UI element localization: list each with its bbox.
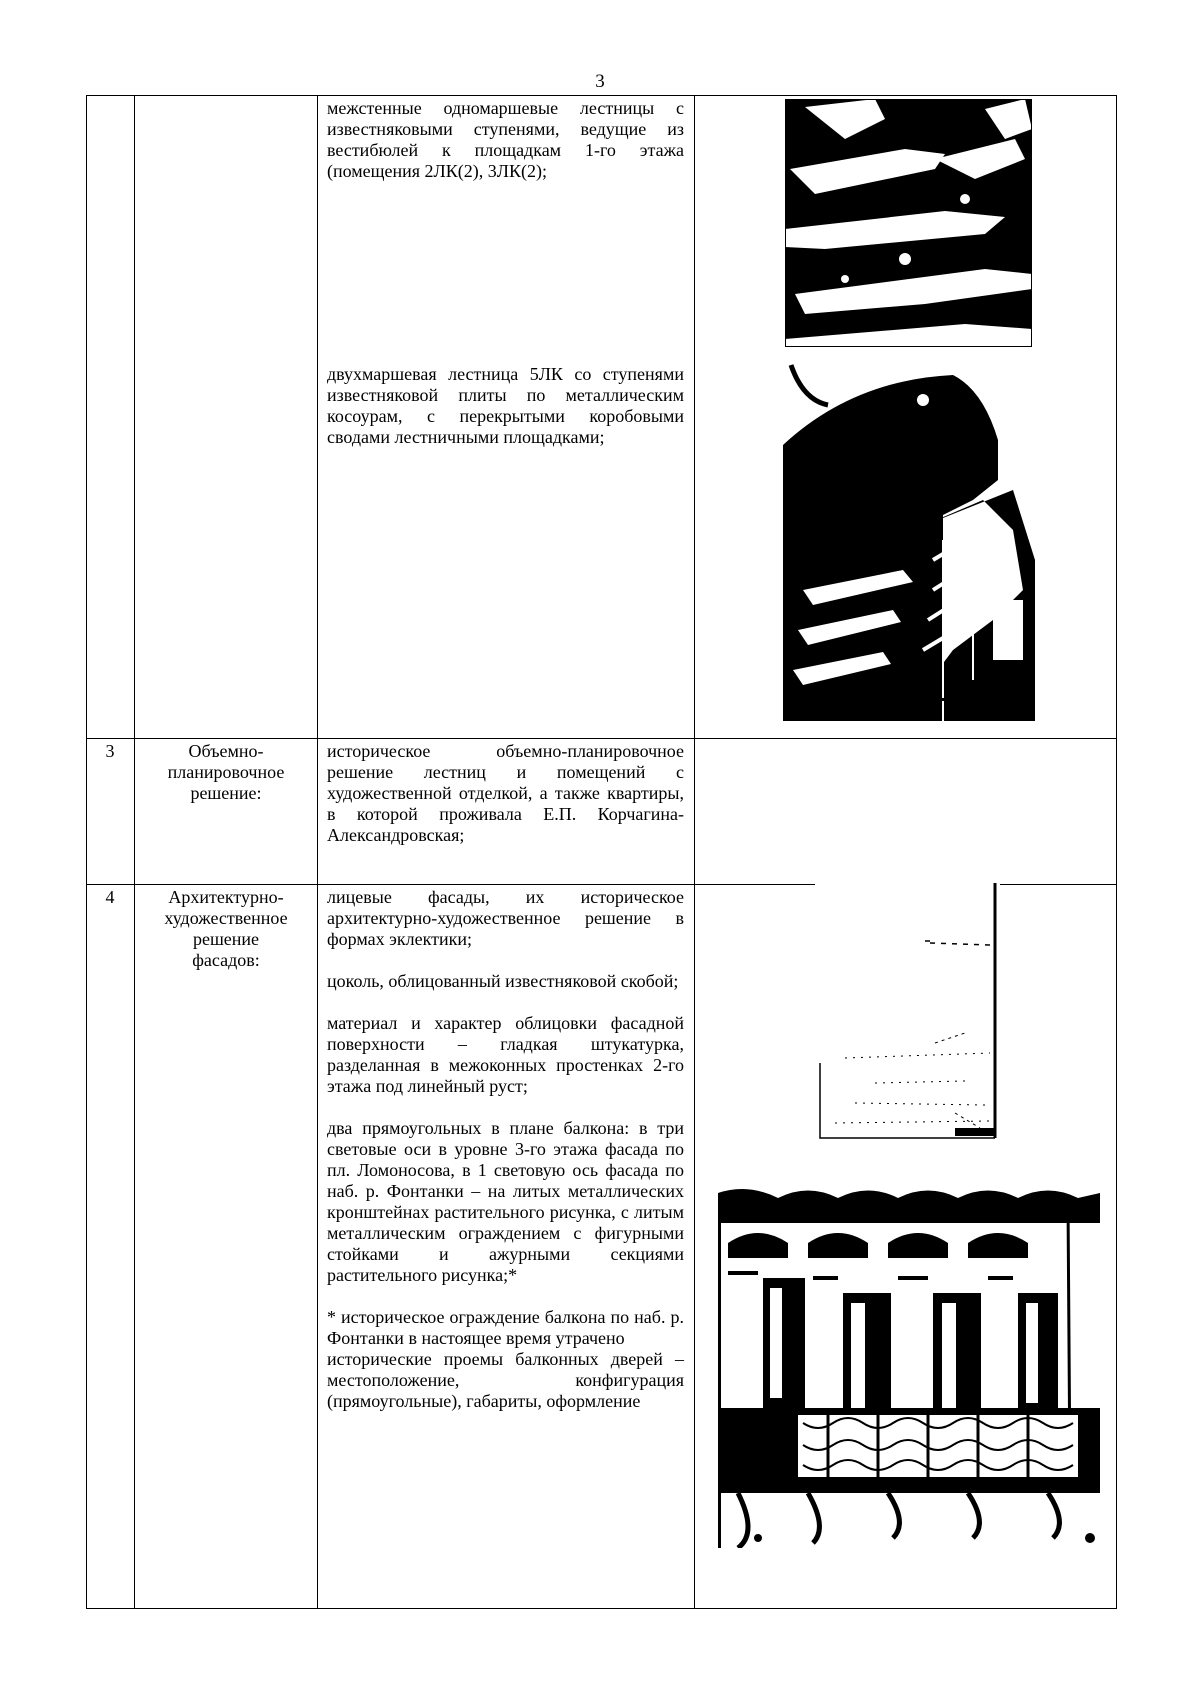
page-number: 3 — [595, 71, 605, 92]
table-bottom-border — [86, 1608, 1117, 1609]
row-number: 3 — [105, 741, 115, 761]
category-label-line: фасадов: — [192, 950, 260, 970]
category-label — [138, 887, 314, 971]
category-label-line: художественное — [164, 908, 288, 928]
column-divider-1 — [134, 95, 135, 1609]
description-paragraph: лицевые фасады, их историческое архитектурно-художественное решение в формах эклектики; — [327, 887, 684, 949]
category-label-line: Объемно- — [188, 741, 264, 761]
balcony-photo — [718, 1183, 1100, 1548]
description-paragraph: материал и характер облицовки фасадной поверхности – гладкая штукатурка, разделанная в межоконных простенках 2-го этажа под линейный руст; — [327, 1013, 684, 1096]
column-divider-3 — [694, 95, 695, 1609]
description-cell — [327, 887, 684, 1412]
description-cell — [327, 364, 684, 448]
facade-photo — [815, 883, 1000, 1143]
two-flight-stairs-photo — [783, 360, 1035, 721]
description-cell — [327, 98, 684, 182]
description-paragraph: двухмаршевая лестница 5ЛК со ступенями известняковой плиты по металлическим косоурам, с перекрытыми коробовыми сводами лестничными площадками; — [327, 364, 684, 447]
table-right-border — [1116, 95, 1117, 1609]
description-paragraph: * историческое ограждение балкона по наб. р. Фонтанки в настоящее время утрачено — [327, 1307, 684, 1348]
table-top-border — [86, 95, 1117, 96]
description-paragraph: два прямоугольных в плане балкона: в три световые оси в уровне 3-го этажа фасада по пл. Ломоносова, в 1 световую ось фасада по наб. р. Фонтанки – на литых металлических кронштейнах растительного рисунка, с литым металлическим ограждением с фигурными стойками и ажурными секциями растительного рисунка;* — [327, 1118, 684, 1285]
category-label-line: решение — [192, 929, 260, 949]
description-paragraph: историческое объемно-планировочное решение лестниц и помещений с художественной отделкой, а также квартиры, в которой проживала Е.П. Корчагина-Александровская; — [327, 741, 684, 845]
row-divider-3 — [86, 738, 1117, 739]
row-number: 4 — [105, 887, 115, 907]
category-label-line: Архитектурно- — [168, 887, 284, 907]
description-paragraph: цоколь, облицованный известняковой скобой; — [327, 971, 679, 991]
stairs-photo — [785, 99, 1032, 347]
category-label-line: решение: — [190, 783, 262, 803]
table-left-border — [86, 95, 87, 1609]
category-label — [138, 741, 314, 804]
description-paragraph: исторические проемы балконных дверей – местоположение, конфигурация (прямоугольные), габариты, оформление — [327, 1349, 684, 1411]
category-label-line: планировочное — [167, 762, 285, 782]
column-divider-2 — [317, 95, 318, 1609]
description-paragraph: межстенные одномаршевые лестницы с известняковыми ступенями, ведущие из вестибюлей к площадкам 1-го этажа (помещения 2ЛК(2), 3ЛК(2); — [327, 98, 684, 181]
description-cell — [327, 741, 684, 846]
